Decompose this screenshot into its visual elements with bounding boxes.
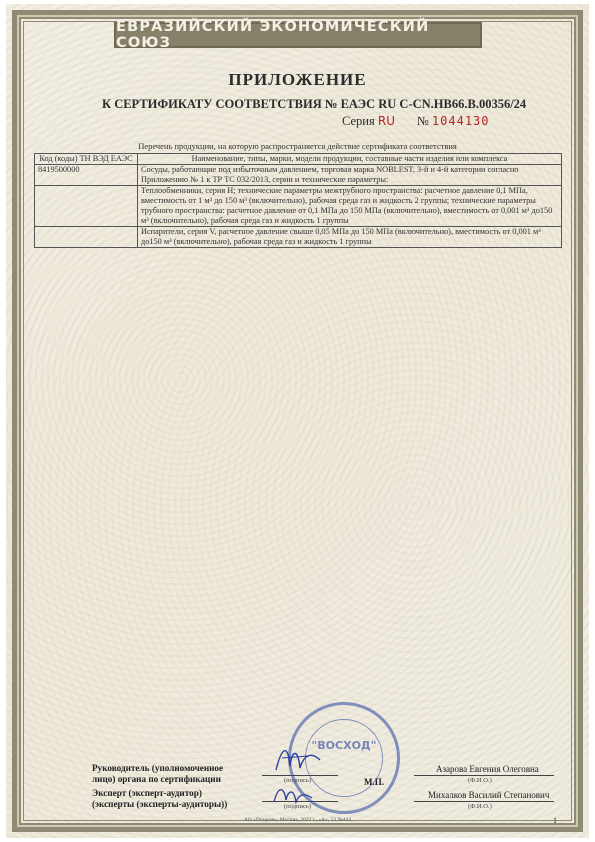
expert-signature-scribble <box>268 782 318 812</box>
expert-fio-hint: (Ф.И.О.) <box>468 803 492 810</box>
head-name: Азарова Евгения Олеговна <box>436 764 539 774</box>
row-text: Испарители, серия V, расчетное давление свыше 0,05 МПа до 150 МПа (включительно), вместимость от 0,001 м³ до150 м³ (включительно), рабочая среда газ и жидкость 1 группы <box>138 227 562 248</box>
series-label: Серия <box>342 114 375 128</box>
head-name-line <box>414 775 554 776</box>
table-row <box>35 227 562 248</box>
printer-imprint: АО «Опцион», Москва, 2022 г., «А», 13 №444 <box>244 817 351 823</box>
expert-name: Михалков Василий Степанович <box>428 790 550 800</box>
head-signature-scribble <box>268 740 328 780</box>
page-number: 1 <box>553 816 557 825</box>
expert-label: Эксперт (эксперт-аудитор) (эксперты (эксперты-аудиторы)) <box>92 788 228 809</box>
row-code: 8419500000 <box>35 165 138 186</box>
blank-number: 1044130 <box>431 114 490 128</box>
certificate-reference: К СЕРТИФИКАТУ СООТВЕТСТВИЯ № ЕАЭС RU C-CN.НВ66.В.00356/24 <box>102 97 527 111</box>
document-title: ПРИЛОЖЕНИЕ <box>228 70 367 89</box>
column-header-name: Наименование, типы, марки, модели продукции, составные части изделия или комплекса <box>138 154 562 165</box>
expert-sign-hint: (подпись) <box>284 803 311 810</box>
table-row <box>35 165 562 186</box>
table-header-row <box>35 154 562 165</box>
series-number-line <box>342 114 490 129</box>
row-text: Сосуды, работающие под избыточным давлением, торговая марка NOBLEST, 3-й и 4-й категории согласно Приложению № 1 к ТР ТС 032/2013, серии и технические параметры: <box>138 165 562 186</box>
head-fio-hint: (Ф.И.О.) <box>468 777 492 784</box>
row-text: Теплообменники, серия H; технические параметры межтрубного пространства: расчетное давление 0,1 МПа, вместимость от 1 м³ до 150 м³ (включительно), рабочая среда газ и жидкость 2 группы; технические параметры трубного пространства: расчетное давление от 0,1 МПа до 150 МПа (включительно), вместимость от 0,001 м³ до150 м³ (включительно), рабочая среда газ и жидкость 1 группы <box>138 186 562 227</box>
head-label: Руководитель (уполномоченное лицо) органа по сертификации <box>92 763 224 784</box>
table-row <box>35 186 562 227</box>
union-banner: ЕВРАЗИЙСКИЙ ЭКОНОМИЧЕСКИЙ СОЮЗ <box>114 22 482 48</box>
series-value: RU <box>377 114 395 128</box>
product-table <box>34 153 562 248</box>
head-sign-hint: (подпись) <box>284 777 311 784</box>
expert-name-line <box>414 801 554 802</box>
certificate-page <box>6 4 589 838</box>
seal-mark: М.П. <box>364 777 384 787</box>
product-list-caption: Перечень продукции, на которую распространяется действие сертификата соответствия <box>138 141 457 151</box>
row-code <box>35 186 138 227</box>
stamp-center-text: "ВОСХОД" <box>311 739 377 752</box>
number-label: № <box>416 114 429 128</box>
column-header-code: Код (коды) ТН ВЭД ЕАЭС <box>35 154 138 165</box>
row-code <box>35 227 138 248</box>
